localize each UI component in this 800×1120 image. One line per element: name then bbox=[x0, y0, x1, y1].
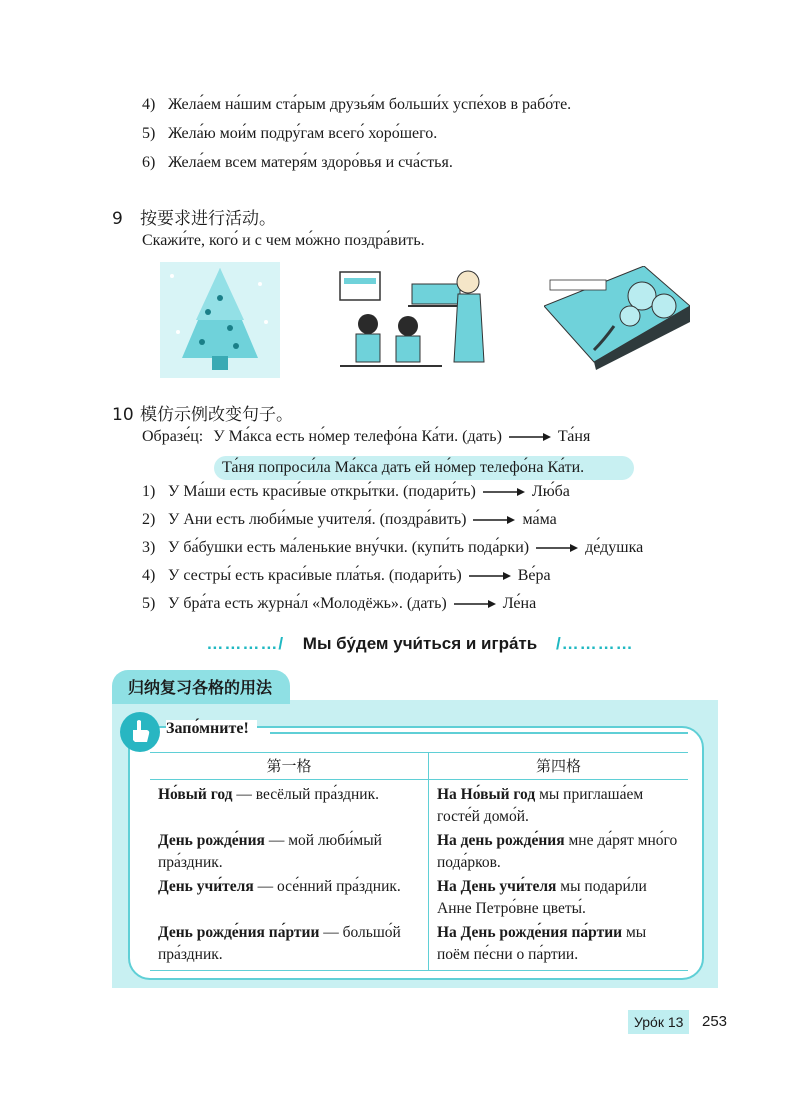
item-text: Жела́ем на́шим ста́рым друзья́м больши́х успе́хов в рабо́те. bbox=[168, 96, 572, 113]
item-target: де́душка bbox=[585, 539, 644, 556]
sample-target: Та́ня bbox=[557, 428, 591, 445]
ex8-item-5 bbox=[142, 125, 437, 143]
item-text: Жела́ем всем матеря́м здоро́вья и сча́стья. bbox=[168, 154, 453, 171]
exercise-heading: 按要求进行活动。 bbox=[140, 209, 276, 229]
item-number: 6) bbox=[142, 154, 156, 171]
table-cell-nominative bbox=[150, 921, 429, 971]
item-target: Ле́на bbox=[502, 595, 537, 612]
cases-table bbox=[150, 752, 688, 971]
arrow-icon bbox=[536, 543, 578, 553]
table-row bbox=[150, 875, 688, 921]
cell-bold-text: Но́вый год bbox=[158, 786, 233, 803]
item-target: Лю́ба bbox=[531, 483, 570, 500]
arrow-icon bbox=[509, 432, 551, 442]
item-text: У бра́та есть журна́л «Молодёжь». (дать) bbox=[168, 595, 447, 612]
cell-bold-text: На День учи́теля bbox=[437, 878, 557, 895]
table-cell-accusative bbox=[429, 921, 689, 971]
table-row bbox=[150, 829, 688, 875]
item-number: 1) bbox=[142, 483, 156, 500]
cell-text: — большо́й пра́здник. bbox=[158, 924, 401, 963]
children-cake-illustration bbox=[330, 262, 490, 378]
ex8-item-4 bbox=[142, 96, 571, 114]
cell-bold-text: На День рожде́ния па́ртии bbox=[437, 924, 623, 941]
table-cell-nominative bbox=[150, 780, 429, 830]
table-cell-accusative bbox=[429, 875, 689, 921]
section-title: Мы бу́дем учи́ться и игра́ть bbox=[302, 634, 538, 653]
exercise-10-item-3 bbox=[142, 539, 643, 557]
arrow-icon bbox=[469, 571, 511, 581]
exercise-heading: 模仿示例改变句子。 bbox=[140, 405, 293, 425]
cell-text: мне да́рят мно́го пода́рков. bbox=[437, 832, 678, 871]
sample-answer: Та́ня попроси́ла Ма́кса дать ей но́мер телефо́на Ка́ти. bbox=[214, 456, 634, 480]
ex8-item-6 bbox=[142, 154, 453, 172]
section-dots-left: …………/ bbox=[206, 634, 285, 653]
item-target: ма́ма bbox=[522, 511, 557, 528]
exercise-9-instruction: Скажи́те, кого́ и с чем мо́жно поздра́вить. bbox=[142, 232, 425, 249]
sample-label: Образе́ц: bbox=[142, 428, 204, 445]
table-cell-accusative bbox=[429, 829, 689, 875]
table-cell-nominative bbox=[150, 829, 429, 875]
page-number: 253 bbox=[702, 1013, 728, 1030]
item-text: У Ани есть люби́мые учителя́. (поздра́вить) bbox=[168, 511, 467, 528]
pointing-hand-icon bbox=[120, 712, 160, 752]
table-header-row bbox=[150, 753, 688, 780]
table-row bbox=[150, 780, 688, 830]
cell-bold-text: На Но́вый год bbox=[437, 786, 536, 803]
lesson-label: Уро́к 13 bbox=[628, 1010, 689, 1034]
item-text: У Ма́ши есть краси́вые откры́тки. (подари́ть) bbox=[168, 483, 476, 500]
item-target: Ве́ра bbox=[517, 567, 551, 584]
grammar-panel-tab: 归纳复习各格的用法 bbox=[112, 670, 290, 704]
cell-text: — осе́нний пра́здник. bbox=[253, 878, 401, 895]
exercise-number: 10 bbox=[112, 405, 134, 425]
exercise-10-sample bbox=[142, 428, 590, 446]
exercise-number: 9 bbox=[112, 209, 123, 229]
flowers-gift-illustration bbox=[544, 266, 690, 370]
column-header-accusative: 第四格 bbox=[429, 753, 689, 780]
cell-text: мы подари́ли Анне Петро́вне цветы́. bbox=[437, 878, 647, 917]
table-row bbox=[150, 921, 688, 971]
exercise-10-title bbox=[112, 400, 293, 425]
cell-bold-text: День рожде́ния па́ртии bbox=[158, 924, 320, 941]
item-number: 3) bbox=[142, 539, 156, 556]
section-heading bbox=[160, 634, 680, 654]
arrow-icon bbox=[473, 515, 515, 525]
cell-text: мы приглаша́ем госте́й домо́й. bbox=[437, 786, 644, 825]
column-header-nominative: 第一格 bbox=[150, 753, 429, 780]
remember-divider bbox=[270, 732, 688, 734]
section-dots-right: /………… bbox=[555, 634, 634, 653]
cell-bold-text: День рожде́ния bbox=[158, 832, 265, 849]
cell-text: — весёлый пра́здник. bbox=[232, 786, 379, 803]
remember-label: Запо́мните! bbox=[166, 720, 257, 738]
item-number: 5) bbox=[142, 595, 156, 612]
table-cell-accusative bbox=[429, 780, 689, 830]
exercise-10-item-1 bbox=[142, 483, 570, 501]
exercise-9-title bbox=[112, 204, 276, 229]
item-number: 4) bbox=[142, 96, 156, 113]
arrow-icon bbox=[483, 487, 525, 497]
exercise-10-item-2 bbox=[142, 511, 557, 529]
christmas-tree-illustration bbox=[160, 262, 280, 378]
arrow-icon bbox=[454, 599, 496, 609]
exercise-10-item-5 bbox=[142, 595, 536, 613]
cell-bold-text: На день рожде́ния bbox=[437, 832, 565, 849]
item-number: 4) bbox=[142, 567, 156, 584]
cell-bold-text: День учи́теля bbox=[158, 878, 254, 895]
table-cell-nominative bbox=[150, 875, 429, 921]
cell-text: — мой люби́мый пра́здник. bbox=[158, 832, 382, 871]
item-number: 2) bbox=[142, 511, 156, 528]
item-text: У ба́бушки есть ма́ленькие вну́чки. (купи́ть пода́рки) bbox=[168, 539, 530, 556]
item-text: Жела́ю мои́м подру́гам всего́ хоро́шего. bbox=[168, 125, 438, 142]
item-text: У сестры́ есть краси́вые пла́тья. (подари́ть) bbox=[168, 567, 462, 584]
sample-text: У Ма́кса есть но́мер телефо́на Ка́ти. (дать) bbox=[213, 428, 502, 445]
exercise-10-item-4 bbox=[142, 567, 551, 585]
cell-text: мы поём пе́сни о па́ртии. bbox=[437, 924, 647, 963]
item-number: 5) bbox=[142, 125, 156, 142]
